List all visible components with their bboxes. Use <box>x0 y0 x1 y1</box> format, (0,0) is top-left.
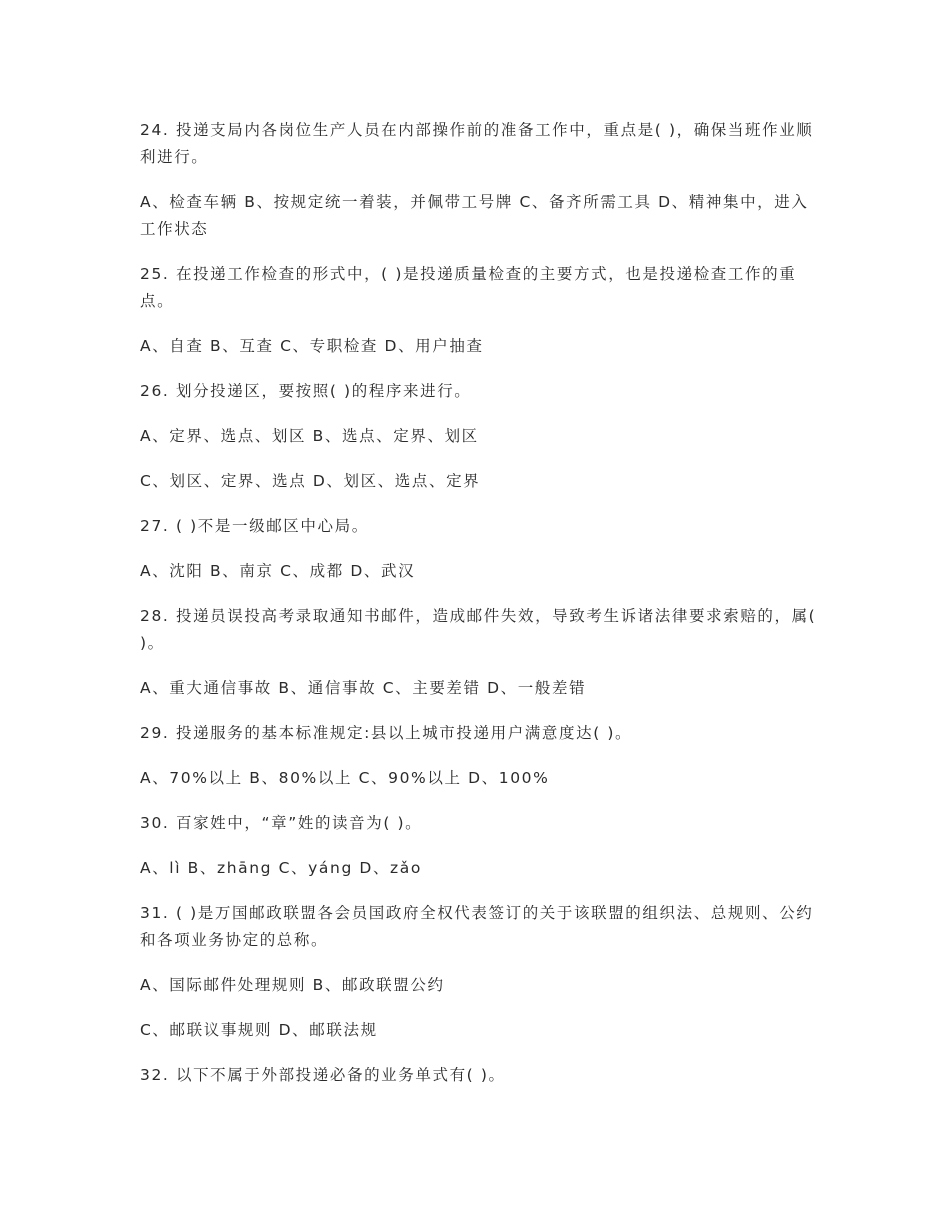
question-25: 25. 在投递工作检查的形式中，( )是投递质量检查的主要方式，也是投递检查工作的重点。 <box>140 265 797 310</box>
options-31-cd: C、邮联议事规则 D、邮联法规 <box>140 1021 378 1039</box>
question-24: 24. 投递支局内各岗位生产人员在内部操作前的准备工作中，重点是( )，确保当班作业顺利进行。 <box>140 121 814 166</box>
options-29: A、70%以上 B、80%以上 C、90%以上 D、100% <box>140 769 550 787</box>
question-28: 28. 投递员误投高考录取通知书邮件，造成邮件失效，导致考生诉诸法律要求索赔的，属( )。 <box>140 607 817 652</box>
question-30: 30. 百家姓中，“章”姓的读音为( )。 <box>140 814 423 832</box>
options-25: A、自查 B、互查 C、专职检查 D、用户抽查 <box>140 337 484 355</box>
options-26-cd: C、划区、定界、选点 D、划区、选点、定界 <box>140 472 481 490</box>
question-26: 26. 划分投递区，要按照( )的程序来进行。 <box>140 382 472 400</box>
options-24: A、检查车辆 B、按规定统一着装，并佩带工号牌 C、备齐所需工具 D、精神集中，进入工作状态 <box>140 193 809 238</box>
options-31-ab: A、国际邮件处理规则 B、邮政联盟公约 <box>140 976 445 994</box>
question-27: 27. ( )不是一级邮区中心局。 <box>140 517 369 535</box>
question-31: 31. ( )是万国邮政联盟各会员国政府全权代表签订的关于该联盟的组织法、总规则、公约和各项业务协定的总称。 <box>140 904 814 949</box>
question-32: 32. 以下不属于外部投递必备的业务单式有( )。 <box>140 1066 506 1084</box>
options-30: A、lì B、zhāng C、yáng D、zǎo <box>140 859 422 877</box>
options-27: A、沈阳 B、南京 C、成都 D、武汉 <box>140 562 416 580</box>
options-26-ab: A、定界、选点、划区 B、选点、定界、划区 <box>140 427 479 445</box>
question-29: 29. 投递服务的基本标准规定:县以上城市投递用户满意度达( )。 <box>140 724 633 742</box>
options-28: A、重大通信事故 B、通信事故 C、主要差错 D、一般差错 <box>140 679 587 697</box>
document-page <box>140 117 820 1107</box>
